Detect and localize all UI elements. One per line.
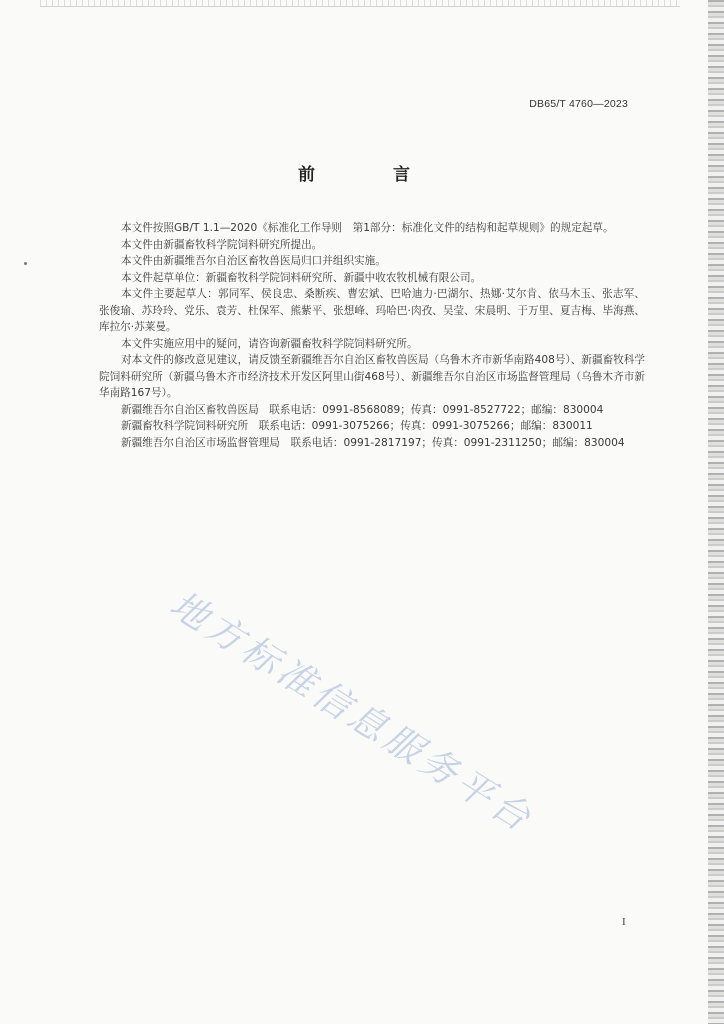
paragraph: 本文件实施应用中的疑问，请咨询新疆畜牧科学院饲料研究所。 bbox=[121, 337, 418, 350]
scan-edge bbox=[708, 0, 724, 1024]
contact-line: 新疆维吾尔自治区畜牧兽医局 联系电话：0991-8568089；传真：0991-8527722；邮编：830004 bbox=[121, 403, 604, 416]
paragraph: 本文件按照GB/T 1.1—2020《标准化工作导则 第1部分：标准化文件的结构和起草规则》的规定起草。 bbox=[121, 222, 614, 234]
contact-line: 新疆维吾尔自治区市场监督管理局 联系电话：0991-2817197；传真：0991-2311250；邮编：830004 bbox=[121, 436, 625, 449]
paragraph: 本文件由新疆畜牧科学院饲料研究所提出。 bbox=[121, 238, 323, 251]
scan-speck bbox=[24, 262, 27, 265]
paragraph: 本文件起草单位：新疆畜牧科学院饲料研究所、新疆中收农牧机械有限公司。 bbox=[121, 271, 482, 284]
standard-code: DB65/T 4760—2023 bbox=[529, 98, 628, 110]
page-title: 前 言 bbox=[298, 165, 446, 185]
foreword-body bbox=[99, 220, 645, 451]
watermark: 地方标准信息服务平台 bbox=[162, 582, 542, 842]
contact-line: 新疆畜牧科学院饲料研究所 联系电话：0991-3075266；传真：0991-3075266；邮编：830011 bbox=[121, 420, 593, 432]
scan-top-border bbox=[40, 0, 680, 7]
page-number: I bbox=[622, 916, 626, 928]
paragraph: 本文件由新疆维吾尔自治区畜牧兽医局归口并组织实施。 bbox=[121, 255, 386, 267]
paragraph: 本文件主要起草人：郭同军、侯良忠、桑断疾、曹宏斌、巴哈迪力·巴湖尔、热娜·艾尔肯、依马木玉、张志军、张俊瑜、苏玲玲、党乐、袁芳、杜保军、熊紫平、张想峰、玛哈巴·肉孜、吴莹、宋晨明、于万里、夏吉梅、毕海燕、库拉尔·苏莱曼。 bbox=[99, 288, 645, 333]
paragraph: 对本文件的修改意见建议，请反馈至新疆维吾尔自治区畜牧兽医局（乌鲁木齐市新华南路408号）、新疆畜牧科学院饲料研究所（新疆乌鲁木齐市经济技术开发区阿里山街468号）、新疆维吾尔自治区市场监督管理局（乌鲁木齐市新华南路167号）。 bbox=[99, 354, 645, 399]
